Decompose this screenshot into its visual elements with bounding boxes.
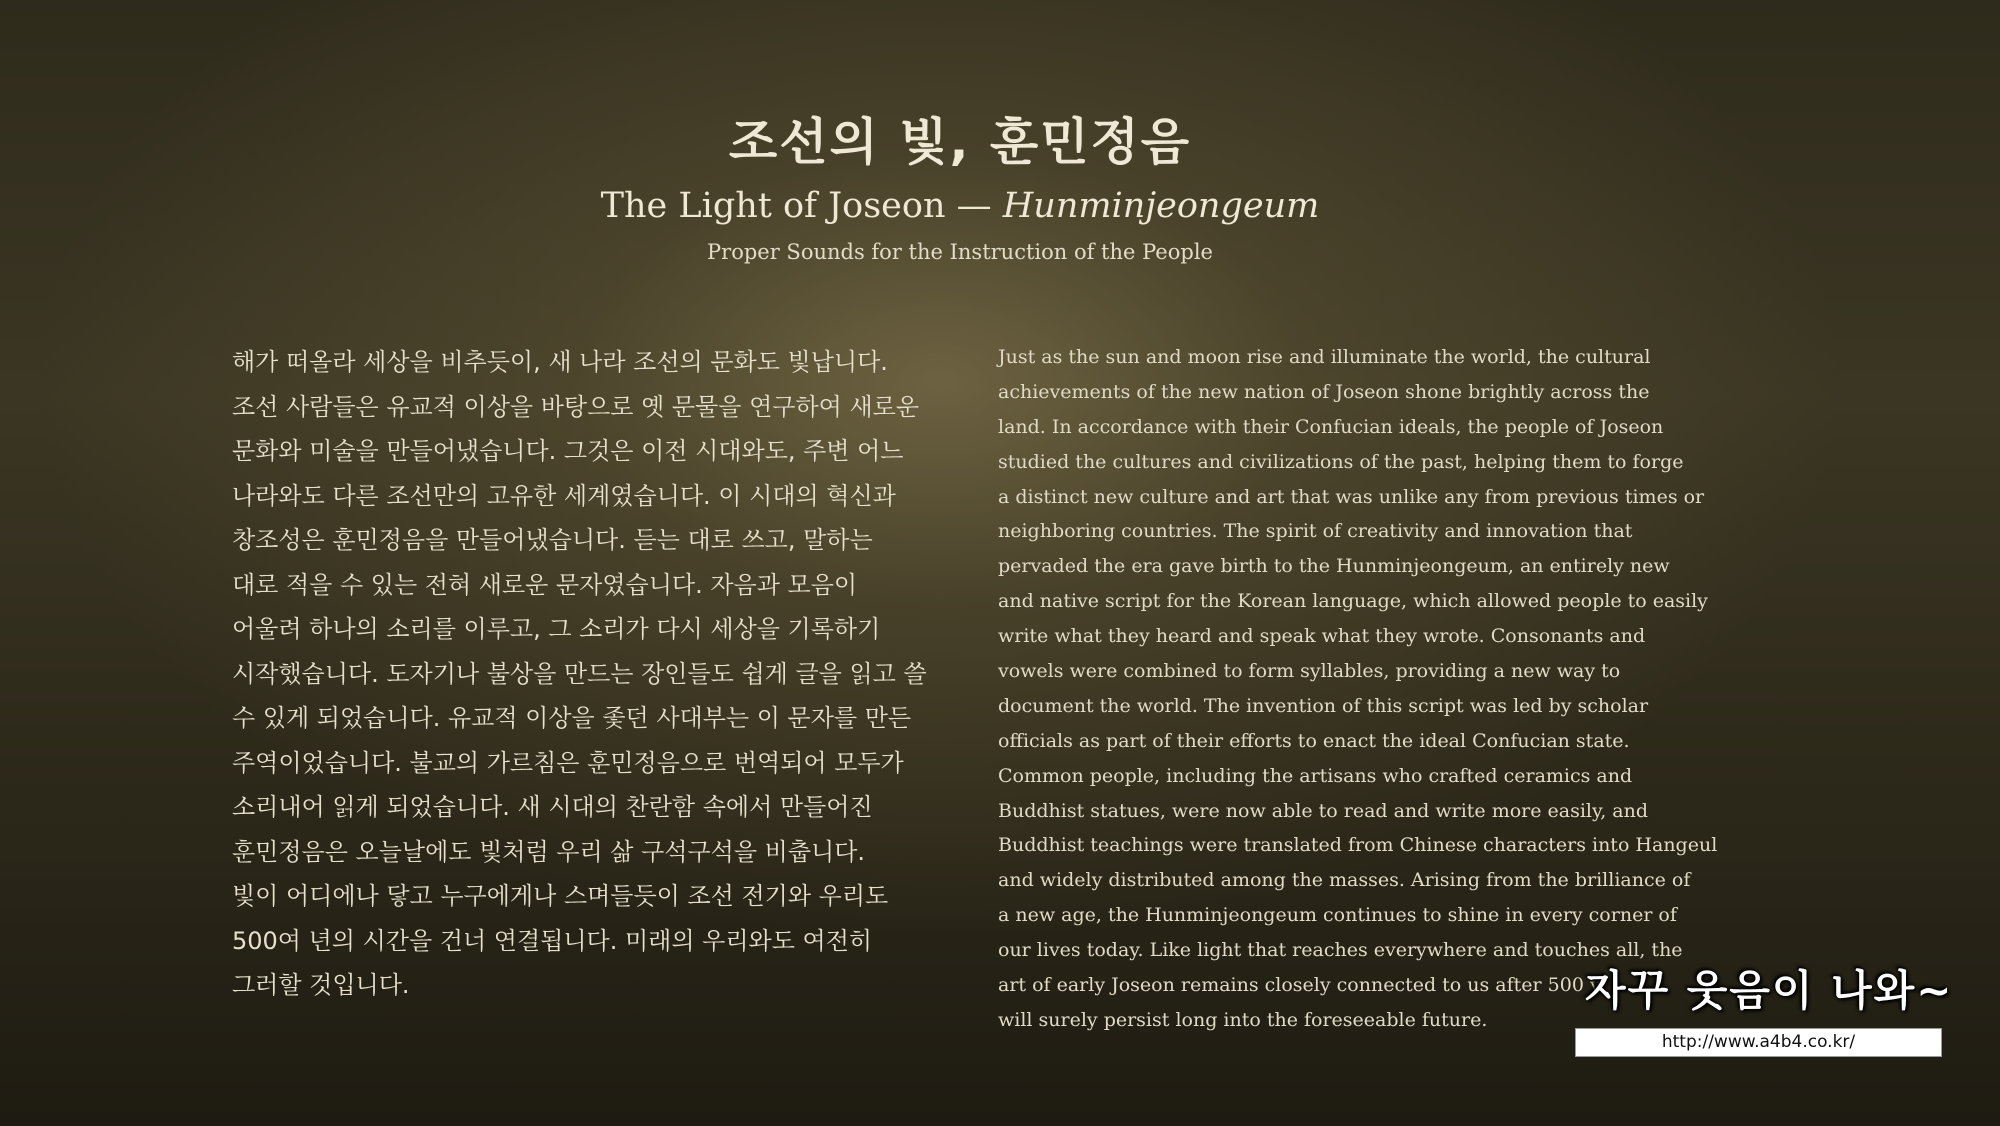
english-line: Buddhist teachings were translated from Chinese characters into Hangeul (998, 834, 1718, 857)
korean-line: 수 있게 되었습니다. 유교적 이상을 좇던 사대부는 이 문자를 만든 (232, 704, 912, 732)
title-english (0, 186, 1920, 226)
english-line: our lives today. Like light that reaches everywhere and touches all, the (998, 939, 1683, 962)
korean-line: 문화와 미술을 만들어냈습니다. 그것은 이전 시대와도, 주변 어느 (232, 437, 904, 465)
english-line: achievements of the new nation of Joseon shone brightly across the (998, 380, 1650, 403)
subtitle: Proper Sounds for the Instruction of the People (707, 240, 1213, 264)
korean-line: 조선 사람들은 유교적 이상을 바탕으로 옛 문물을 연구하여 새로운 (232, 392, 919, 421)
korean-line: 시작했습니다. 도자기나 불상을 만드는 장인들도 쉽게 글을 읽고 쓸 (232, 659, 927, 688)
korean-line: 소리내어 읽게 되었습니다. 새 시대의 찬란함 속에서 만들어진 (232, 793, 873, 821)
korean-line: 500여 년의 시간을 건너 연결됩니다. 미래의 우리와도 여전히 (232, 926, 873, 955)
korean-line: 창조성은 훈민정음을 만들어냈습니다. 듣는 대로 쓰고, 말하는 (232, 526, 873, 554)
english-line: vowels were combined to form syllables, providing a new way to (998, 660, 1621, 683)
english-text-block (998, 340, 1718, 1038)
english-line: document the world. The invention of this script was led by scholar (998, 694, 1649, 717)
korean-line: 훈민정음은 오늘날에도 빛처럼 우리 삶 구석구석을 비춥니다. (232, 837, 866, 866)
korean-line: 대로 적을 수 있는 전혀 새로운 문자였습니다. 자음과 모음이 (232, 570, 858, 599)
english-line: art of early Joseon remains closely connected to us after 500 y (998, 974, 1601, 997)
korean-line: 빛이 어디에나 닿고 누구에게나 스며들듯이 조선 전기와 우리도 (232, 882, 889, 910)
korean-line: 그러할 것입니다. (232, 971, 410, 999)
title-english-main: The Light of Joseon — (600, 186, 1003, 226)
title-korean: 조선의 빛, 훈민정음 (728, 113, 1192, 171)
english-line: and widely distributed among the masses. Arising from the brilliance of (998, 869, 1691, 892)
english-line: Buddhist statues, were now able to read and write more easily, and (998, 799, 1649, 822)
english-line: Just as the sun and moon rise and illuminate the world, the cultural (998, 346, 1651, 368)
watermark-text: 자꾸 웃음이 나와~ (1585, 966, 1954, 1015)
title-english-italic: Hunminjeongeum (1002, 186, 1320, 226)
english-line: officials as part of their efforts to enact the ideal Confucian state. (998, 729, 1630, 752)
watermark-url: http://www.a4b4.co.kr/ (1575, 1028, 1942, 1057)
korean-line: 나라와도 다른 조선만의 고유한 세계였습니다. 이 시대의 혁신과 (232, 481, 896, 510)
english-line: Common people, including the artisans who crafted ceramics and (998, 764, 1633, 787)
english-line: pervaded the era gave birth to the Hunminjeongeum, an entirely new (998, 555, 1670, 578)
english-line: neighboring countries. The spirit of creativity and innovation that (998, 520, 1633, 543)
korean-line: 어울려 하나의 소리를 이루고, 그 소리가 다시 세상을 기록하기 (232, 615, 881, 643)
english-line: and native script for the Korean language, which allowed people to easily (998, 590, 1708, 613)
korean-text-block (232, 340, 927, 1008)
english-line: a distinct new culture and art that was unlike any from previous times or (998, 485, 1705, 508)
english-line: studied the cultures and civilizations of the past, helping them to forge (998, 450, 1684, 473)
english-line: will surely persist long into the foreseeable future. (998, 1008, 1488, 1031)
korean-line: 주역이었습니다. 불교의 가르침은 훈민정음으로 번역되어 모두가 (232, 748, 904, 777)
english-line: a new age, the Hunminjeongeum continues to shine in every corner of (998, 904, 1677, 927)
english-line: land. In accordance with their Confucian ideals, the people of Joseon (998, 415, 1664, 438)
english-line: write what they heard and speak what they wrote. Consonants and (998, 625, 1646, 648)
korean-line: 해가 떠올라 세상을 비추듯이, 새 나라 조선의 문화도 빛납니다. (232, 348, 888, 376)
